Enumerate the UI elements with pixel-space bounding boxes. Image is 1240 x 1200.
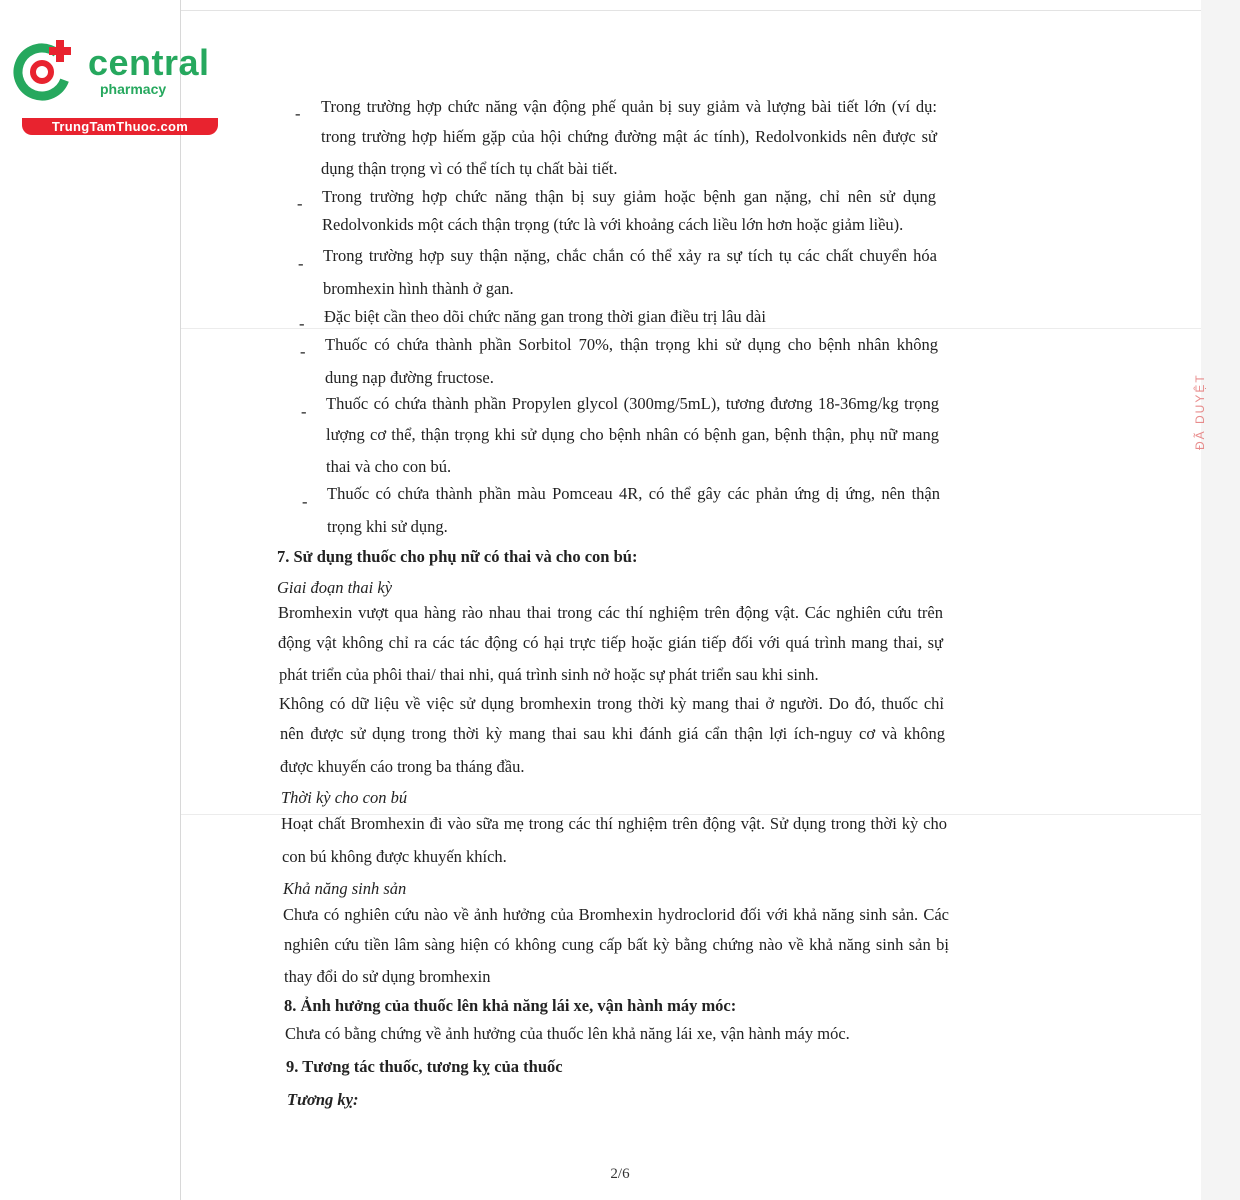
stamp-marks: ĐÃ DUYỆT [1193,373,1207,450]
bullet-line: trọng khi sử dụng. [327,517,448,536]
paragraph-line: nghiên cứu tiền lâm sàng hiện có không cung cấp bất kỳ bằng chứng nào về khả năng sinh sản bị [284,935,949,954]
logo-subtitle: pharmacy [100,81,167,97]
bullet-line: bromhexin hình thành ở gan. [323,279,514,298]
paragraph-line: được khuyến cáo trong ba tháng đầu. [280,757,525,776]
subheading-breastfeeding: Thời kỳ cho con bú [281,788,408,807]
paragraph-line: Hoạt chất Bromhexin đi vào sữa mẹ trong các thí nghiệm trên động vật. Sử dụng trong thời kỳ cho [281,814,947,833]
bullet-line: thai và cho con bú. [326,457,452,476]
bullet-marker: - [302,492,308,511]
section-7-heading: 7. Sử dụng thuốc cho phụ nữ có thai và cho con bú: [277,547,638,566]
subheading-incompatibility: Tương kỵ: [287,1090,359,1109]
paragraph-line: Chưa có nghiên cứu nào về ảnh hưởng của Bromhexin hydroclorid đối với khả năng sinh sản. Các [283,905,949,924]
section-8-heading: 8. Ảnh hưởng của thuốc lên khả năng lái xe, vận hành máy móc: [284,996,737,1015]
bullet-line: Thuốc có chứa thành phần màu Pomceau 4R, có thể gây các phản ứng dị ứng, nên thận [327,484,940,503]
paragraph-line: Chưa có bằng chứng về ảnh hưởng của thuốc lên khả năng lái xe, vận hành máy móc. [285,1024,850,1043]
bullet-line: trong trường hợp hiếm gặp của hội chứng đường mật ác tính), Redolvonkids nên được sử [321,127,937,146]
page-top-rule [181,10,1201,11]
subheading-fertility: Khả năng sinh sản [283,879,407,898]
paragraph-line: phát triển của phôi thai/ thai nhi, quá trình sinh nở hoặc sự phát triển sau khi sinh. [279,665,819,684]
bullet-line: Thuốc có chứa thành phần Sorbitol 70%, thận trọng khi sử dụng cho bệnh nhân không [325,335,938,354]
paragraph-line: Không có dữ liệu về việc sử dụng bromhexin trong thời kỳ mang thai ở người. Do đó, thuốc chỉ [279,694,944,713]
paragraph-line: nên được sử dụng trong thời kỳ mang thai sau khi đánh giá cẩn thận lợi ích-nguy cơ và không [280,724,945,743]
pharmacy-cross-icon [10,36,78,104]
bullet-line: dung nạp đường fructose. [325,368,494,387]
bullet-line: dụng thận trọng vì có thể tích tụ chất bài tiết. [321,159,618,178]
paragraph-line: con bú không được khuyến khích. [282,847,507,866]
scan-line [181,328,1201,329]
bullet-line: Trong trường hợp chức năng thận bị suy giảm hoặc bệnh gan nặng, chỉ nên sử dụng [322,187,936,206]
bullet-marker: - [300,342,306,361]
page-number: 2/6 [610,1166,630,1182]
bullet-marker: - [299,314,305,333]
logo-banner: TrungTamThuoc.com [22,118,218,135]
left-margin [0,0,180,1200]
bullet-marker: - [301,402,307,421]
bullet-line: Trong trường hợp chức năng vận động phế quản bị suy giảm và lượng bài tiết lớn (ví dụ: [321,97,937,116]
bullet-line: Redolvonkids một cách thận trọng (tức là với khoảng cách liều lớn hơn hoặc giảm liều). [322,215,904,234]
bullet-line: lượng cơ thể, thận trọng khi sử dụng cho bệnh nhân có bệnh gan, bệnh thận, phụ nữ mang [326,425,939,444]
subheading-pregnancy: Giai đoạn thai kỳ [277,578,393,597]
bullet-marker: - [297,194,303,213]
bullet-marker: - [295,104,301,123]
bullet-marker: - [298,254,304,273]
central-pharmacy-logo [10,36,210,136]
section-9-heading: 9. Tương tác thuốc, tương kỵ của thuốc [286,1057,563,1076]
paragraph-line: thay đổi do sử dụng bromhexin [284,967,491,986]
document-page [180,0,1207,1200]
bullet-line: Thuốc có chứa thành phần Propylen glycol (300mg/5mL), tương đương 18-36mg/kg trọng [326,394,939,413]
bullet-line: Đặc biệt cần theo dõi chức năng gan trong thời gian điều trị lâu dài [324,307,766,326]
paragraph-line: động vật không chỉ ra các tác động có hại trực tiếp hoặc gián tiếp đối với quá trình mang thai, sự [278,633,943,652]
bullet-line: Trong trường hợp suy thận nặng, chắc chắn có thể xảy ra sự tích tụ các chất chuyển hóa [323,246,937,265]
paragraph-line: Bromhexin vượt qua hàng rào nhau thai trong các thí nghiệm trên động vật. Các nghiên cứu trên [278,603,943,622]
logo-name: central [88,42,210,83]
